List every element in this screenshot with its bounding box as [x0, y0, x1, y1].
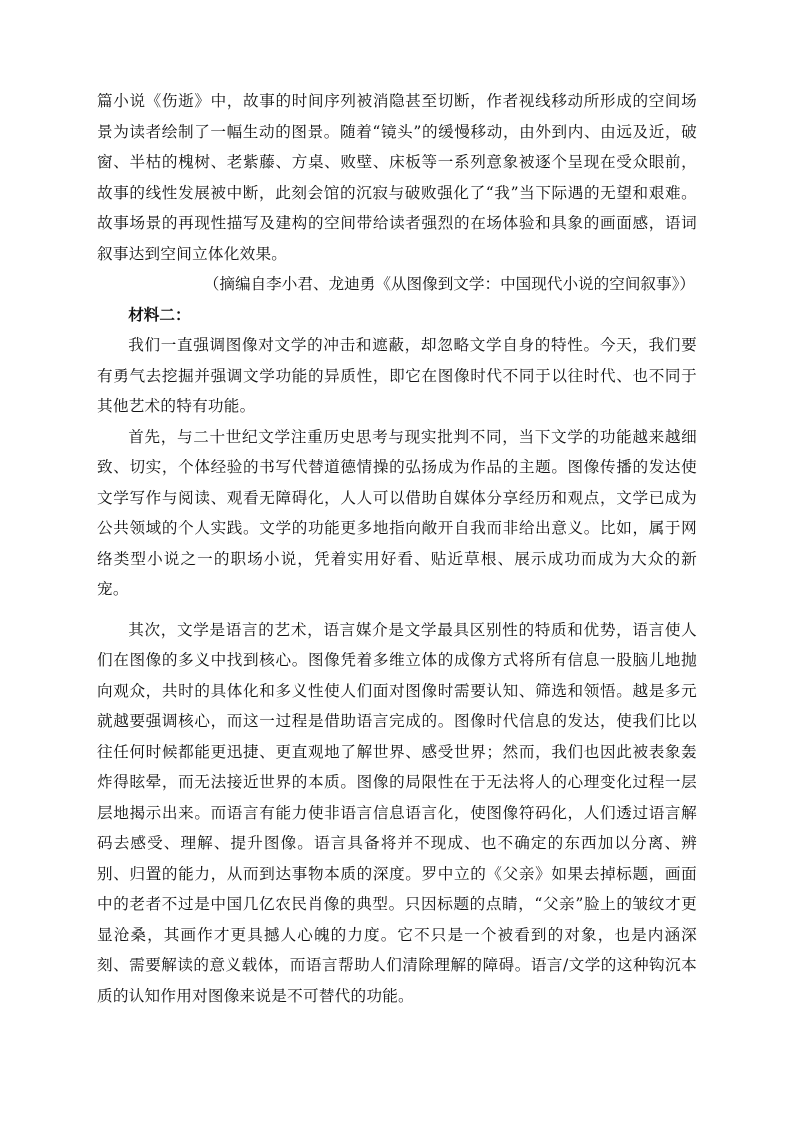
section-heading: 材料二： — [128, 304, 191, 324]
source-citation: （摘编自李小君、龙迪勇《从图像到文学：中国现代小说的空间叙事》） — [203, 275, 695, 293]
intro-paragraph: 篇小说《伤逝》中，故事的时间序列被消隐甚至切断，作者视线移动所形成的空间场景为读者绘制了一幅生动的图景。随着“镜头”的缓慢移动，由外到内、由远及近，破窗、半枯的槐树、老紫藤、方桌、败壁、床板等一系列意象被逐个呈现在受众眼前，故事的线性发展被中断，此刻会馆的沉寂与破败强化了“我”当下际遇的无望和艰难。故事场景的再现性描写及建构的空间带给读者强烈的在场体验和具象的画面感，语词叙事达到空间立体化效果。 — [97, 92, 697, 263]
paragraph-gap — [97, 605, 697, 615]
body-paragraph-1: 我们一直强调图像对文学的冲击和遮蔽，却忽略文学自身的特性。今天，我们要有勇气去挖掘并强调文学功能的异质性，即它在图像时代不同于以往时代、也不同于其他艺术的特有功能。 — [97, 336, 697, 415]
body-paragraph-2: 首先，与二十世纪文学注重历史思考与现实批判不同，当下文学的功能越来越细致、切实，个体经验的书写代替道德情操的弘扬成为作品的主题。图像传播的发达使文学写作与阅读、观看无障碍化，人人可以借助自媒体分享经历和观点，文学已成为公共领域的个人实践。文学的功能更多地指向敞开自我而非给出意义。比如，属于网络类型小说之一的职场小说，凭着实用好看、贴近草根、展示成功而成为大众的新宠。 — [97, 427, 697, 598]
document-page — [97, 86, 697, 1011]
body-paragraph-3: 其次，文学是语言的艺术，语言媒介是文学最具区别性的特质和优势，语言使人们在图像的多义中找到核心。图像凭着多维立体的成像方式将所有信息一股脑儿地抛向观众，共时的具体化和多义性使人们面对图像时需要认知、筛选和领悟。越是多元就越要强调核心，而这一过程是借助语言完成的。图像时代信息的发达，使我们比以往任何时候都能更迅捷、更直观地了解世界、感受世界；然而，我们也因此被表象轰炸得眩晕，而无法接近世界的本质。图像的局限性在于无法将人的心理变化过程一层层地揭示出来。而语言有能力使非语言信息语言化，使图像符码化，人们透过语言解码去感受、理解、提升图像。语言具备将并不现成、也不确定的东西加以分离、辨别、归置的能力，从而到达事物本质的深度。罗中立的《父亲》如果去掉标题，画面中的老者不过是中国几亿农民肖像的典型。只因标题的点睛，“父亲”脸上的皱纹才更显沧桑，其画作才更具撼人心魄的力度。它不只是一个被看到的对象，也是内涵深刻、需要解读的意义载体，而语言帮助人们清除理解的障碍。语言/文学的这种钩沉本质的认知作用对图像来说是不可替代的功能。 — [97, 620, 697, 1005]
